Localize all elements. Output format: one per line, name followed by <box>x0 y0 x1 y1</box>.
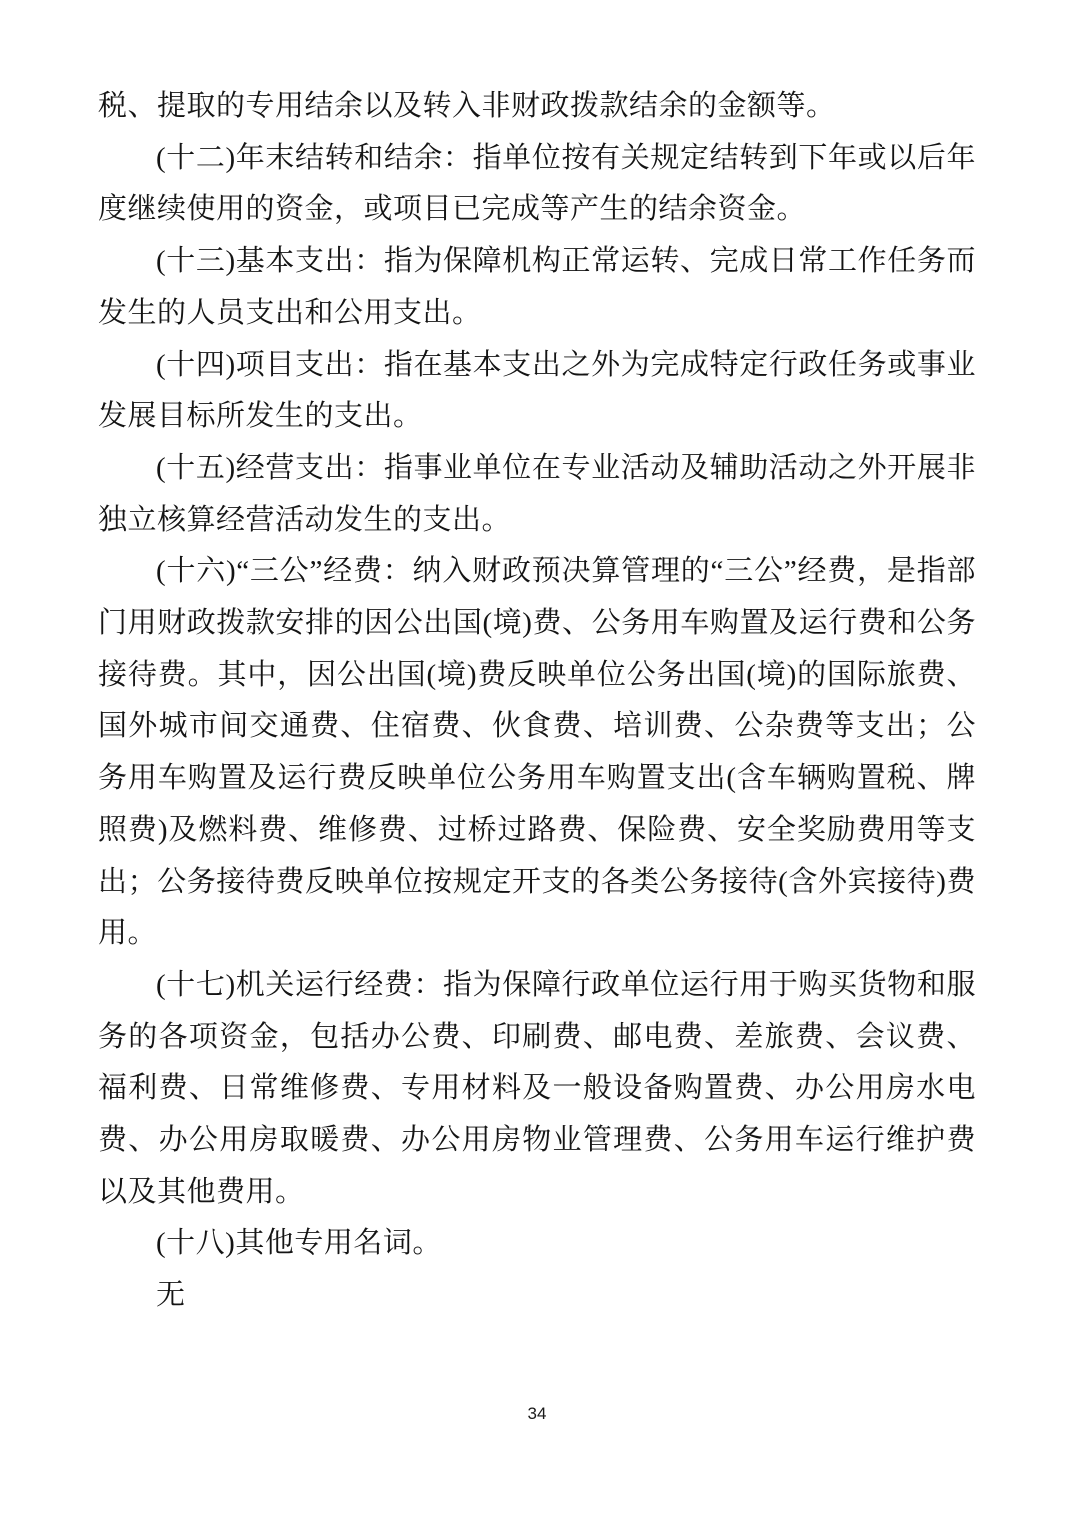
paragraph-item-18: (十八)其他专用名词。 <box>156 1227 442 1260</box>
paragraph-item-17: (十七)机关运行经费：指为保障行政单位运行用于购买货物和服务的各项资金，包括办公费、印刷费、邮电费、差旅费、会议费、福利费、日常维修费、专用材料及一般设备购置费、办公用房水电费、办公用房取暖费、办公用房物业管理费、公务用车运行维护费以及其他费用。 <box>98 968 976 1208</box>
paragraph-item-14: (十四)项目支出：指在基本支出之外为完成特定行政任务或事业发展目标所发生的支出。 <box>98 348 976 433</box>
paragraph-carryover-tail: 税、提取的专用结余以及转入非财政拨款结余的金额等。 <box>98 90 836 122</box>
paragraph-item-13: (十三)基本支出：指为保障机构正常运转、完成日常工作任务而发生的人员支出和公用支出。 <box>98 245 976 329</box>
page-number: 34 <box>527 1404 547 1423</box>
paragraph-item-15: (十五)经营支出：指事业单位在专业活动及辅助活动之外开展非独立核算经营活动发生的支出。 <box>98 451 976 536</box>
document-body <box>98 81 976 1322</box>
paragraph-item-12: (十二)年末结转和结余：指单位按有关规定结转到下年或以后年度继续使用的资金，或项目已完成等产生的结余资金。 <box>98 141 976 226</box>
paragraph-item-16: (十六)“三公”经费：纳入财政预决算管理的“三公”经费，是指部门用财政拨款安排的因公出国(境)费、公务用车购置及运行费和公务接待费。其中，因公出国(境)费反映单位公务出国(境)的国际旅费、国外城市间交通费、住宿费、伙食费、培训费、公杂费等支出；公务用车购置及运行费反映单位公务用车购置支出(含车辆购置税、牌照费)及燃料费、维修费、过桥过路费、保险费、安全奖励费用等支出；公务接待费反映单位按规定开支的各类公务接待(含外宾接待)费用。 <box>98 555 976 950</box>
paragraph-none: 无 <box>156 1279 186 1312</box>
